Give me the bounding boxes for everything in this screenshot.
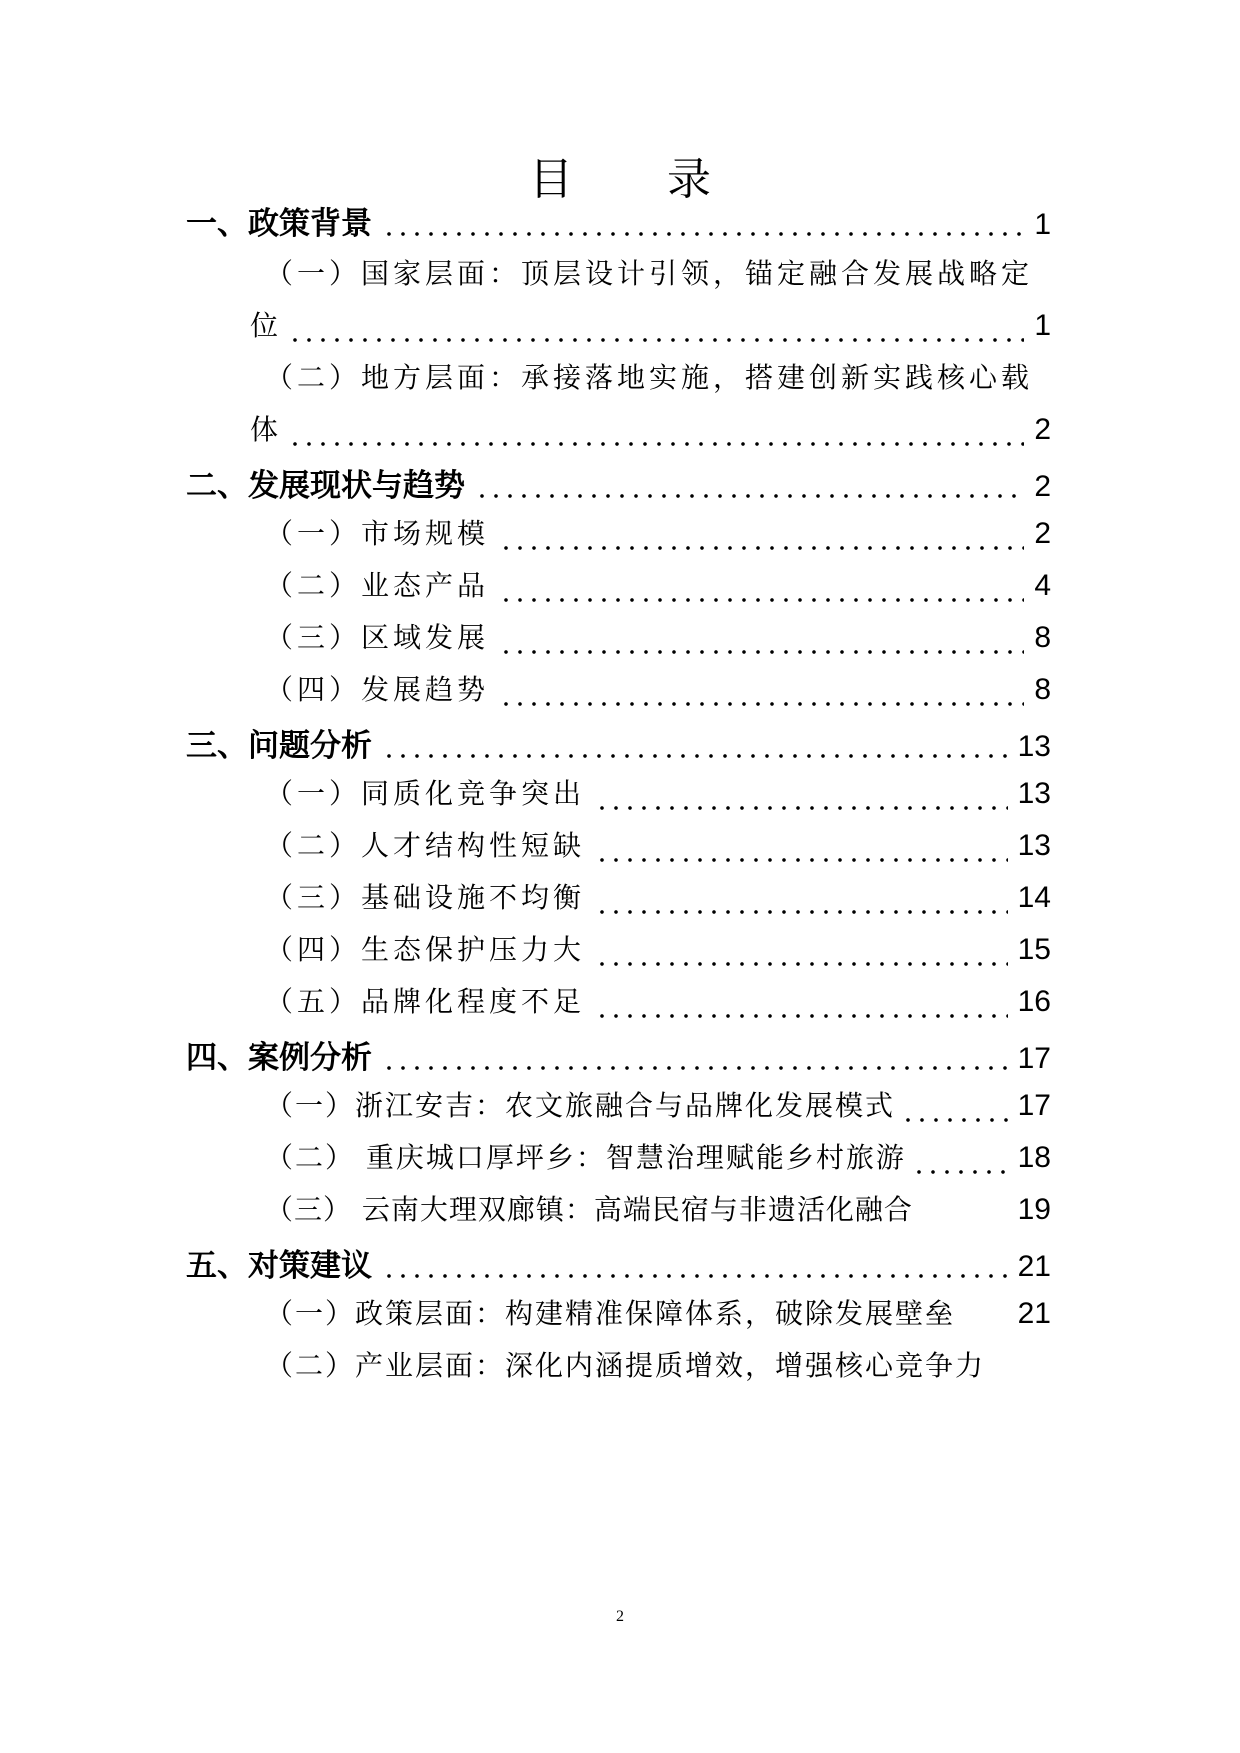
toc-entry-page: 13 xyxy=(1017,829,1051,862)
toc-entry-label: （二）地方层面：承接落地实施，搭建创新实践核心载 xyxy=(265,361,1034,394)
toc-entry-label: 三、问题分析 xyxy=(186,728,372,764)
toc-entry-page: 18 xyxy=(1017,1141,1051,1174)
dot-leader xyxy=(595,806,1008,810)
toc-entry-page: 2 xyxy=(1034,470,1051,503)
dot-leader xyxy=(595,962,1008,966)
dot-leader xyxy=(595,910,1008,914)
toc-entry-2-3[interactable] xyxy=(265,616,1051,666)
dot-leader xyxy=(288,338,1024,342)
toc-entry-section-4[interactable] xyxy=(186,1032,1051,1082)
dot-leader xyxy=(595,1014,1008,1018)
toc-entry-page: 21 xyxy=(1017,1297,1051,1330)
page-number-footer: 2 xyxy=(616,1608,624,1625)
toc-entry-page: 8 xyxy=(1034,621,1051,654)
toc-entry-label: （四）发展趋势 xyxy=(265,673,490,706)
toc-entry-3-1[interactable] xyxy=(265,772,1051,822)
dot-leader xyxy=(499,546,1024,550)
toc-entry-page: 2 xyxy=(1034,413,1051,446)
toc-entry-1-2[interactable] xyxy=(265,356,1051,406)
toc-entry-page: 17 xyxy=(1017,1089,1051,1122)
toc-entry-section-2[interactable] xyxy=(186,460,1051,510)
toc-entry-page: 19 xyxy=(1017,1193,1051,1226)
toc-entry-label-continuation: 体 xyxy=(250,413,279,446)
toc-entry-1-1[interactable] xyxy=(265,252,1051,302)
dot-leader xyxy=(288,442,1024,446)
toc-entry-label: 一、政策背景 xyxy=(186,206,372,242)
dot-leader xyxy=(499,650,1024,654)
toc-entry-page: 15 xyxy=(1017,933,1051,966)
toc-entry-page: 1 xyxy=(1034,309,1051,342)
toc-entry-label: （一）政策层面：构建精准保障体系，破除发展壁垒 xyxy=(265,1297,956,1330)
dot-leader xyxy=(382,232,1024,236)
toc-entry-section-3[interactable] xyxy=(186,720,1051,770)
toc-entry-2-4[interactable] xyxy=(265,668,1051,718)
toc-entry-label: （一）国家层面：顶层设计引领，锚定融合发展战略定 xyxy=(265,257,1034,290)
toc-entry-2-1[interactable] xyxy=(265,512,1051,562)
toc-entry-1-2-continuation[interactable] xyxy=(250,408,1051,458)
toc-entry-page: 2 xyxy=(1034,517,1051,550)
toc-entry-page: 13 xyxy=(1017,730,1051,763)
toc-entry-4-1[interactable] xyxy=(265,1084,1051,1134)
dot-leader xyxy=(912,1170,1012,1174)
toc-entry-label: （四）生态保护压力大 xyxy=(265,933,586,966)
toc-entry-label: （五）品牌化程度不足 xyxy=(265,985,586,1018)
toc-entry-section-5[interactable] xyxy=(186,1240,1051,1290)
toc-entry-section-1[interactable] xyxy=(186,198,1051,248)
toc-entry-label: （二）业态产品 xyxy=(265,569,490,602)
toc-entry-label: 四、案例分析 xyxy=(186,1040,372,1076)
dot-leader xyxy=(475,494,1024,498)
toc-entry-page: 14 xyxy=(1017,881,1051,914)
toc-entry-4-3[interactable] xyxy=(265,1188,1051,1238)
dot-leader xyxy=(595,858,1008,862)
toc-entry-3-3[interactable] xyxy=(265,876,1051,926)
toc-entry-page: 17 xyxy=(1017,1042,1051,1075)
toc-entry-3-4[interactable] xyxy=(265,928,1051,978)
toc-entry-page: 1 xyxy=(1034,208,1051,241)
toc-entry-page: 16 xyxy=(1017,985,1051,1018)
toc-entry-5-1[interactable] xyxy=(265,1292,1051,1342)
dot-leader xyxy=(382,754,1008,758)
toc-entry-4-2[interactable] xyxy=(265,1136,1051,1186)
dot-leader xyxy=(382,1066,1008,1070)
toc-entry-2-2[interactable] xyxy=(265,564,1051,614)
toc-entry-label: （一）市场规模 xyxy=(265,517,490,550)
toc-entry-label: 五、对策建议 xyxy=(186,1248,372,1284)
toc-entry-3-5[interactable] xyxy=(265,980,1051,1030)
toc-entry-label: （一）同质化竞争突出 xyxy=(265,777,586,810)
toc-entry-page: 13 xyxy=(1017,777,1051,810)
dot-leader xyxy=(499,598,1024,602)
page-title: 目 录 xyxy=(529,154,751,205)
toc-entry-3-2[interactable] xyxy=(265,824,1051,874)
toc-entry-1-1-continuation[interactable] xyxy=(250,304,1051,354)
toc-entry-label-continuation: 位 xyxy=(250,309,279,342)
toc-entry-label: （二） 重庆城口厚坪乡：智慧治理赋能乡村旅游 xyxy=(265,1141,906,1174)
toc-entry-label: （二）产业层面：深化内涵提质增效，增强核心竞争力 xyxy=(265,1349,986,1382)
toc-entry-page: 8 xyxy=(1034,673,1051,706)
dot-leader xyxy=(901,1118,1012,1122)
dot-leader xyxy=(382,1274,1008,1278)
toc-entry-label: （一）浙江安吉：农文旅融合与品牌化发展模式 xyxy=(265,1089,896,1122)
toc-entry-label: （三）区域发展 xyxy=(265,621,490,654)
toc-entry-page: 21 xyxy=(1017,1250,1051,1283)
toc-entry-label: （三）基础设施不均衡 xyxy=(265,881,586,914)
toc-entry-label: （二）人才结构性短缺 xyxy=(265,829,586,862)
toc-entry-page: 4 xyxy=(1034,569,1051,602)
dot-leader xyxy=(499,702,1024,706)
toc-entry-label: （三） 云南大理双廊镇：高端民宿与非遗活化融合 xyxy=(265,1193,913,1226)
toc-entry-5-2[interactable] xyxy=(265,1344,1051,1394)
toc-entry-label: 二、发展现状与趋势 xyxy=(186,468,465,504)
